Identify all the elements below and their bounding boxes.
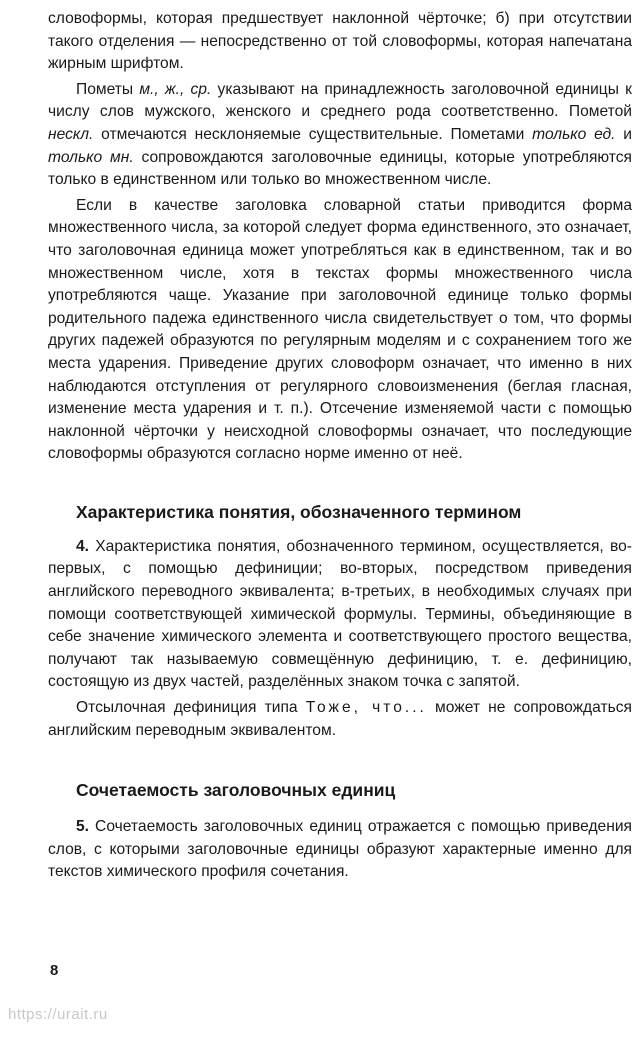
mark-only-singular: только ед. xyxy=(532,125,616,143)
section-number: 5. xyxy=(76,818,90,836)
section-number: 4. xyxy=(76,537,90,555)
paragraph-reference-definition xyxy=(48,697,632,742)
paragraph-collocation xyxy=(48,816,632,884)
page-body xyxy=(48,8,632,884)
text: Характеристика понятия, обозначенного термином, осуществляется, во-первых, с помощью дефиниции; во-вторых, посредством приведения английского переводного эквивалента; в-третьих, в необходимых случаях при помощи соответствующей химической формулы. Термины, объединяющие в себе значение химического элемента и соответствующего простого вещества, получают так называемую совмещённую дефиницию, т. е. дефиницию, состоящую из двух частей, разделённых знаком точка с запятой. xyxy=(48,537,632,691)
mark-gender: м., ж., ср. xyxy=(139,80,212,98)
paragraph-concept-characteristics xyxy=(48,536,632,694)
paragraph-intro-continued: словоформы, которая предшествует наклонной чёрточке; б) при отсутствии такого отделения — непосредственно от той словоформы, которая напечатана жирным шрифтом. xyxy=(48,10,632,73)
watermark-url: https://urait.ru xyxy=(8,1006,108,1023)
mark-indeclinable: нескл. xyxy=(48,125,94,143)
text: отмечаются несклоняемые существительные. Пометами xyxy=(93,125,533,143)
text: может не сопровождаться английским переводным эквивалентом. xyxy=(48,699,632,739)
text: указывают на принадлежность заголовочной единицы к числу слов мужского, женского и среднего рода соответственно. Пометой xyxy=(48,80,632,121)
section-heading-collocation: Сочетаемость заголовочных единиц xyxy=(76,780,396,801)
page-number: 8 xyxy=(50,962,59,979)
paragraph-plural-forms: Если в качестве заголовка словарной статьи приводится форма множественного числа, за которой следует форма единственного, это означает, что заголовочная единица может употребляться как в единственном, так и во множественном числе, хотя в текстах формы множественного числа употребляются чаще. Указание при заголовочной единице только формы родительного падежа единственного числа свидетельствует о том, что формы других падежей образуются по регулярным моделям и с сохранением того же места ударения. Приведение других словоформ означает, что именно в них наблюдаются отступления от регулярного словоизменения (беглая гласная, изменение места ударения и т. п.). Отсечение изменяемой части с помощью наклонной чёрточки у неисходной словоформы означает, что последующие словоформы образуются согласно норме именно от неё. xyxy=(48,196,632,463)
text: и xyxy=(615,125,632,143)
text: Пометы xyxy=(76,80,140,98)
mark-only-plural: только мн. xyxy=(48,148,134,166)
text: сопровождаются заголовочные единицы, которые употребляются только в единственном или только во множественном числе. xyxy=(48,148,632,189)
spaced-phrase: Тоже, что... xyxy=(305,699,427,717)
paragraph-gender-marks xyxy=(48,79,632,192)
text: Отсылочная дефиниция типа xyxy=(76,699,306,717)
text: Сочетаемость заголовочных единиц отражается с помощью приведения слов, с которыми заголовочные единицы образуют характерные именно для текстов химического профиля сочетания. xyxy=(48,818,632,881)
section-heading-concept: Характеристика понятия, обозначенного термином xyxy=(76,501,522,522)
